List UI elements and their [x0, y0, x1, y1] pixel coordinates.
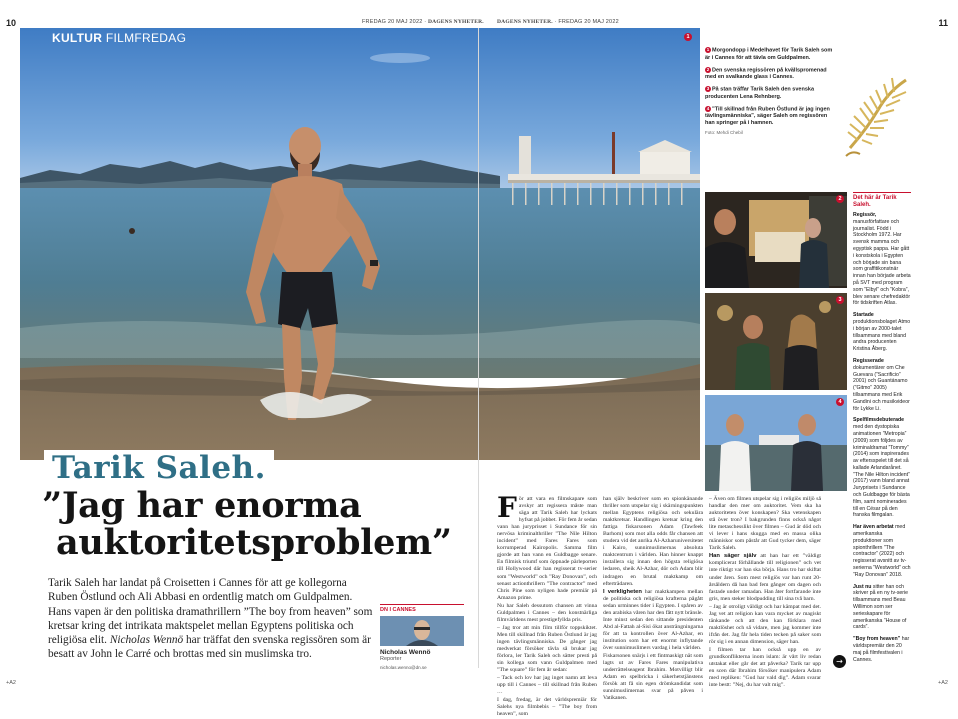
fact-item: Har även arbetat med amerikanska produktioner som spionthrillern ”The contractor” (2022) och regisserat avsnitt av tv-serierna ”Westworld” och ”Ray Donovan” 2018.	[853, 524, 911, 578]
running-paper-left: DAGENS NYHETER.	[427, 19, 484, 25]
subhead: Han säger själv	[709, 553, 757, 560]
body-paragraph: Nu har Saleh dessutom chansen att vinna Guldpalmen i Cannes – den konstnärliga filmvärldens mest prestigefyllda pris.	[497, 602, 597, 623]
byline	[380, 604, 464, 670]
photo-captions	[705, 47, 835, 136]
fact-box	[853, 192, 911, 668]
page-number-left: 10	[6, 18, 17, 28]
body-paragraph: I verkligheten har maktkampen mellan de politiska och religiösa krafterna pågått sedan urminnes tider i Egypten. I spåren av den arabiska våren har den fått nytt bränsle. Inte minst sedan den sittande presidenten Abd al-Fattah al-Sisi ökat ansträngningarna för att ta kontrollen över Al-Azhar, en institution som har ett enormt inflytande över sunnimuslimers vardag i hela världen.	[603, 588, 703, 651]
arrow-right-icon[interactable]: →	[833, 655, 846, 668]
running-head-left: FREDAG 20 MAJ 2022 · DAGENS NYHETER.	[362, 19, 484, 25]
photo-marker-2: 2	[836, 195, 844, 203]
photo-marker-1: 1	[684, 33, 692, 41]
body-paragraph: han själv beskriver som en spionkänande thriller som utspelar sig i skärningspunkten mellan Egyptens religiösa och sekulära maktkretsar. Handlingen kretsar kring den fattiga fiskarsonen Adam (Tawfeek Barhom) som mot alla odds får chansen att studera vid det anrika Al-Azharuniversitetet i Kairo, sunnimuslimernas absoluta maktcentrum i världen. Han hinner knappt installera sig innan den högsta religiösa ledaren, sheik Al-Azhar, dör och Adam blir indragen en brutal maktkamp om efterträdaren.	[603, 496, 703, 587]
byline-role: Reporter	[380, 656, 402, 662]
photo-marker-3: 3	[836, 296, 844, 304]
byline-tag: DN I CANNES	[380, 604, 464, 613]
fact-item: Startade produktionsbolaget Atmo i början av 2000-talet tillsammans med bland andra producenten Kristina Åberg.	[853, 312, 911, 353]
fact-item: Spelfilmsdebuterade med den dystopiska animationen ”Metropia” (2009) som följdes av kriminaldramat ”Tommy” (2014) som inspirerades av eftersspelet till det så kallade Arlandarånet. ”The Nile Hilton incident” (2017) vann bland annat Juryprisets i Sundance och Guldbagge för bästa film, samt nominerades till en César på den franska filmgalan.	[853, 417, 910, 519]
ingress-text: Tarik Saleh har landat på Croisetten i Cannes för att ge kollegorna Ruben Östlund och Ali Abbasi en ordentlig match om Guldpalmen. Hans vapen är den politiska dramathrillern ”The boy from heaven” som kretsar kring det intrikata maktspelet mellan Egyptens politiska och religiösa elit.	[48, 577, 373, 647]
caption-4: 4 ”Till skillnad från Ruben Östlund är jag ingen tävlingsmänniska”, säger Saleh om regissören han springer på i hamnen.	[705, 105, 830, 126]
side-photo-2	[705, 192, 847, 288]
byline-name: Nicholas Wennö	[380, 649, 431, 656]
ice-cream-shop-photo	[705, 192, 847, 288]
section-sub: FILMFREDAG	[105, 31, 187, 45]
section-name: KULTUR	[52, 31, 103, 45]
body-paragraph: – Jag är otroligt väldigt och har kämpat med det. Jag vet att religion kan vara mycket av magiskt tänkande och att den kan förklara med maktlöshet och så vidare, men jag kommer inte ifrån det. Jag får hela tiden tecken på saker som rör sig i en annan dimension, säger han.	[709, 603, 821, 645]
name-plate-text: Tarik Saleh.	[52, 450, 266, 486]
fact-item: ”Boy from heaven” har världspremiär den 20 maj på filmfestivalen i Cannes.	[853, 636, 910, 663]
fact-item: Just nu sitter han och skriver på en ny tv-serie tillsammans med Beau Willimon som ser serieskapare för amerikanska ”House of cards”.	[853, 583, 909, 631]
caption-1: 1 Morgondopp i Medelhavet för Tarik Saleh som är i Cannes för att tävla om Guldpalmen.	[705, 47, 833, 61]
body-paragraph: I filmen tar han också upp en av grundkonflikterna inom islam: är vårt liv redan utstakat eller går det att påverka? Tarik tar upp en scen där Ibrahim försöker manipulera Adam med repliken: ”Gud har vald dig”. Adam svarar inte bestt: ”Nej, du har valt mig”.	[709, 646, 821, 689]
body-column-1	[497, 491, 597, 719]
running-date-left: FREDAG 20 MAJ 2022	[362, 19, 423, 25]
caption-3: 3 På stan träffar Tarik Saleh den svenska producenten Lena Rehnberg.	[705, 86, 814, 100]
byline-photo	[380, 616, 464, 646]
body-paragraph: – Även om filmen utspelar sig i religiös miljö så handlar den mer om auktoritet. Vem ska ha auktoriteten över konskapen? Ska vetenskapen stå över tron? I bakgrunden finns också något lite metaschesslikt över filmen – Gud är död och vi lever i hans skugga med en massa olika människor som påstår att Gud tycker dem, säger Tarik Saleh.	[709, 496, 821, 552]
running-date-right: FREDAG 20 MAJ 2022	[558, 19, 619, 25]
caption-number: 2	[706, 66, 710, 72]
headline-line-2: auktoritetsproblem”	[56, 522, 452, 563]
caption-number: 3	[706, 86, 710, 91]
ingress	[48, 576, 373, 662]
footer-code-right: +A2	[938, 680, 948, 686]
subhead: I verkligheten	[603, 588, 642, 595]
byline-email[interactable]: nicholas.wenno@dn.se	[380, 665, 427, 670]
main-photo	[20, 28, 700, 460]
caption-2: 2 Den svenska regissören på kvällspromenad med en svalkande glass i Cannes.	[705, 66, 827, 80]
headline	[42, 487, 472, 561]
photo-marker-4: 4	[836, 398, 844, 406]
photo-credit: Foto: Mehdi Chebil	[705, 130, 743, 135]
golden-palm-icon	[836, 70, 916, 170]
section-label	[52, 31, 186, 45]
body-paragraph: Han säger själv att han har ett ”väldigt komplicerat förhållande till religionen” och vet inte riktigt var han ska börja. Hans tro har skiftat under åren. Som mest religiös var han runt 20-årsåldern då han bad fem gånger om dagen och fastade under ramadan. Han åter fortfarande inte gris, men steker blodpudding till sina två barn.	[709, 553, 821, 602]
ingress-tail: har träffat den svenska regissören som är besatt av John le Carré och brottas med sin muslimska tro.	[48, 634, 371, 661]
fact-item: Regissör, manusförfattare och journalist. Född i Stockholm 1972. Har svensk mamma och egyptisk pappa. Har gått i konstskola i Egypten och började sin bana som graffitikonstnär innan han började arbeta på SVT med program som ”Elbyl” och ”Kobra”, blev senare chefredaktör för tidskriften Atlas.	[853, 212, 911, 307]
beach-photo-illustration	[20, 28, 700, 460]
body-paragraph: För att vara en filmskapare som avskyr att regissera måste man säga att Tarik Saleh har lyckats hyfsat på jobbet. För fem år sedan vann han juryprisset i Sundance för sin nervösa kriminalthriller ”The Nile Hilton incident” med Fares Fares som korrumperad Kairopolis. Samma film gjorde att han vann en Guldbagge senare. En filmisk triumf som öppnade pärleporten till Hollywood där han regisserat tv-serier som ”Westworld” och ”Ray Donovan”, och senast actionthrillern ”The contractor” med Chris Pine som nyligen hade premiär på Amazon prime.	[497, 491, 597, 601]
body-paragraph: – Tack och lov har jag inget namn att leva upp till i Cannes – till skillnad från Ruben …	[497, 675, 597, 696]
gutter-divider	[478, 28, 479, 668]
harbour-meeting-photo	[705, 395, 847, 491]
caption-number: 4	[706, 105, 710, 111]
side-photo-4	[705, 395, 847, 491]
street-meeting-photo	[705, 293, 847, 390]
page-number-right: 11	[938, 18, 948, 28]
running-head-right: DAGENS NYHETER. · FREDAG 20 MAJ 2022	[497, 19, 619, 25]
footer-code-left: +A2	[6, 680, 16, 686]
body-paragraph: – Jag tror att min film tillför toppskiktet. Men till skillnad från Ruben Östlund är jag ingen tävlingsmänniska. De gånger jag medverkat försöker tävla så brukar jag förlora, ler Tarik Saleh och sätter presti på sin kollega som vann Guldpalmen med ”The square” för fem år sedan:	[497, 624, 597, 674]
reporter-portrait	[380, 616, 464, 646]
body-column-2	[603, 496, 703, 703]
fact-item: Regisserade dokumentärer om Che Guevara (”Sacrificio” 2001) och Guantánamo (”Gitmo” 2005) tillsammans med Erik Gandini och musikvideor för Lykke Li.	[853, 357, 910, 412]
body-column-3	[709, 496, 821, 690]
side-photo-3	[705, 293, 847, 390]
running-paper-right: DAGENS NYHETER.	[497, 19, 553, 25]
headline-line-1: ”Jag har enorma	[42, 485, 362, 526]
body-paragraph: Fiskarsonen snärjs i ett fintmaskigt nät som lagts ut av Fares Fares manipulativa underrättelseagent Ibrahim. Motvilligt blir Adam en spelbricka i säkerhetstjänstens försök att få sin egen drömkandidat som sunnimuslimernas svar på påven i Vatikanen.	[603, 653, 703, 702]
caption-number: 1	[706, 47, 710, 52]
body-paragraph: I dag, fredag, är det världspremiär för Salehs nya filmbebis – ”The boy from heaven”, som	[497, 697, 597, 718]
name-plate	[44, 450, 274, 486]
drop-cap: F	[497, 491, 517, 524]
ingress-author: Nicholas Wennö	[109, 634, 184, 647]
fact-box-title: Det här är Tarik Saleh.	[853, 192, 911, 209]
